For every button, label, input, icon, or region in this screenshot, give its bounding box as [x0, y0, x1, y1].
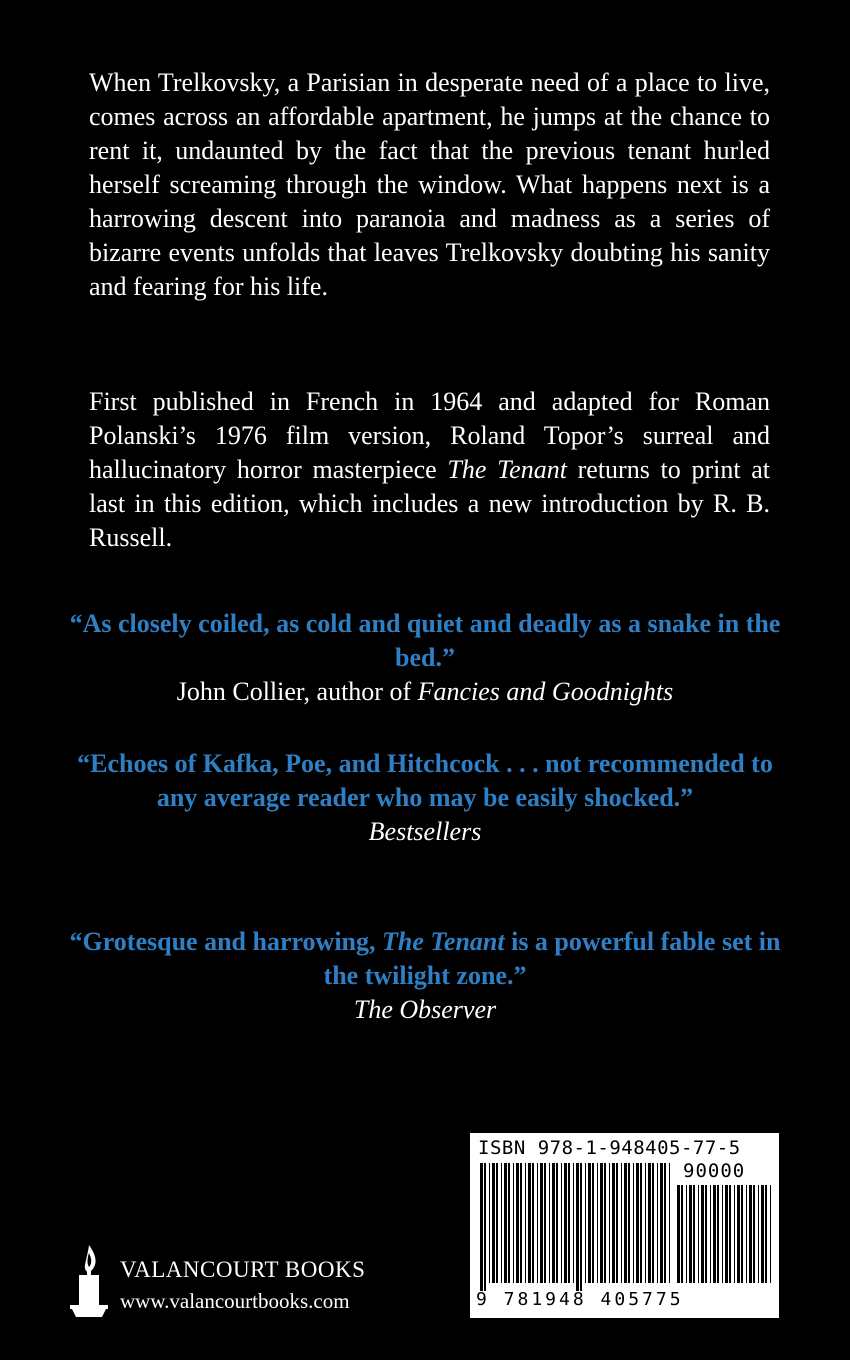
addon-barcode-bars	[677, 1185, 773, 1291]
ean-barcode-bars	[480, 1163, 672, 1291]
quote-source: The Observer	[353, 995, 497, 1024]
review-quote-3	[60, 925, 790, 1027]
candle-logo-icon	[66, 1243, 112, 1323]
barcode-digits: 9 781948 405775	[476, 1289, 684, 1310]
quote-text: “Echoes of Kafka, Poe, and Hitchcock . . . not recommended to any average reader who may be easily shocked.”	[77, 749, 773, 812]
quote-source: John Collier, author of Fancies and Goodnights	[176, 677, 674, 706]
blurb-paragraph-1: When Trelkovsky, a Parisian in desperate need of a place to live, comes across an affordable apartment, he jumps at the chance to rent it, undaunted by the fact that the previous tenant hurled herself screaming through the window. What happens next is a harrowing descent into paranoia and madness as a series of bizarre events unfolds that leaves Trelkovsky doubting his sanity and fearing for his life.	[89, 68, 770, 301]
quote-text: “Grotesque and harrowing, The Tenant is a powerful fable set in the twilight zone.”	[69, 927, 781, 990]
publisher-name: VALANCOURT BOOKS	[120, 1257, 366, 1282]
isbn-label: ISBN 978-1-948405-77-5	[478, 1137, 741, 1159]
quote-source: Bestsellers	[368, 817, 482, 846]
isbn-barcode	[470, 1133, 779, 1318]
blurb-paragraph-2: First published in French in 1964 and adapted for Roman Polanski’s 1976 film version, Roland Topor’s surreal and hallucinatory horror masterpiece The Tenant returns to print at last in this edition, which includes a new introduction by R. B. Russell.	[89, 387, 771, 552]
publisher-url[interactable]: www.valancourtbooks.com	[120, 1289, 350, 1313]
quote-text: “As closely coiled, as cold and quiet and deadly as a snake in the bed.”	[69, 609, 781, 672]
review-quote-2	[60, 747, 790, 849]
price-code-label: 90000	[683, 1160, 746, 1182]
book-title-italic: The Tenant	[447, 455, 567, 484]
review-quote-1	[60, 607, 790, 709]
